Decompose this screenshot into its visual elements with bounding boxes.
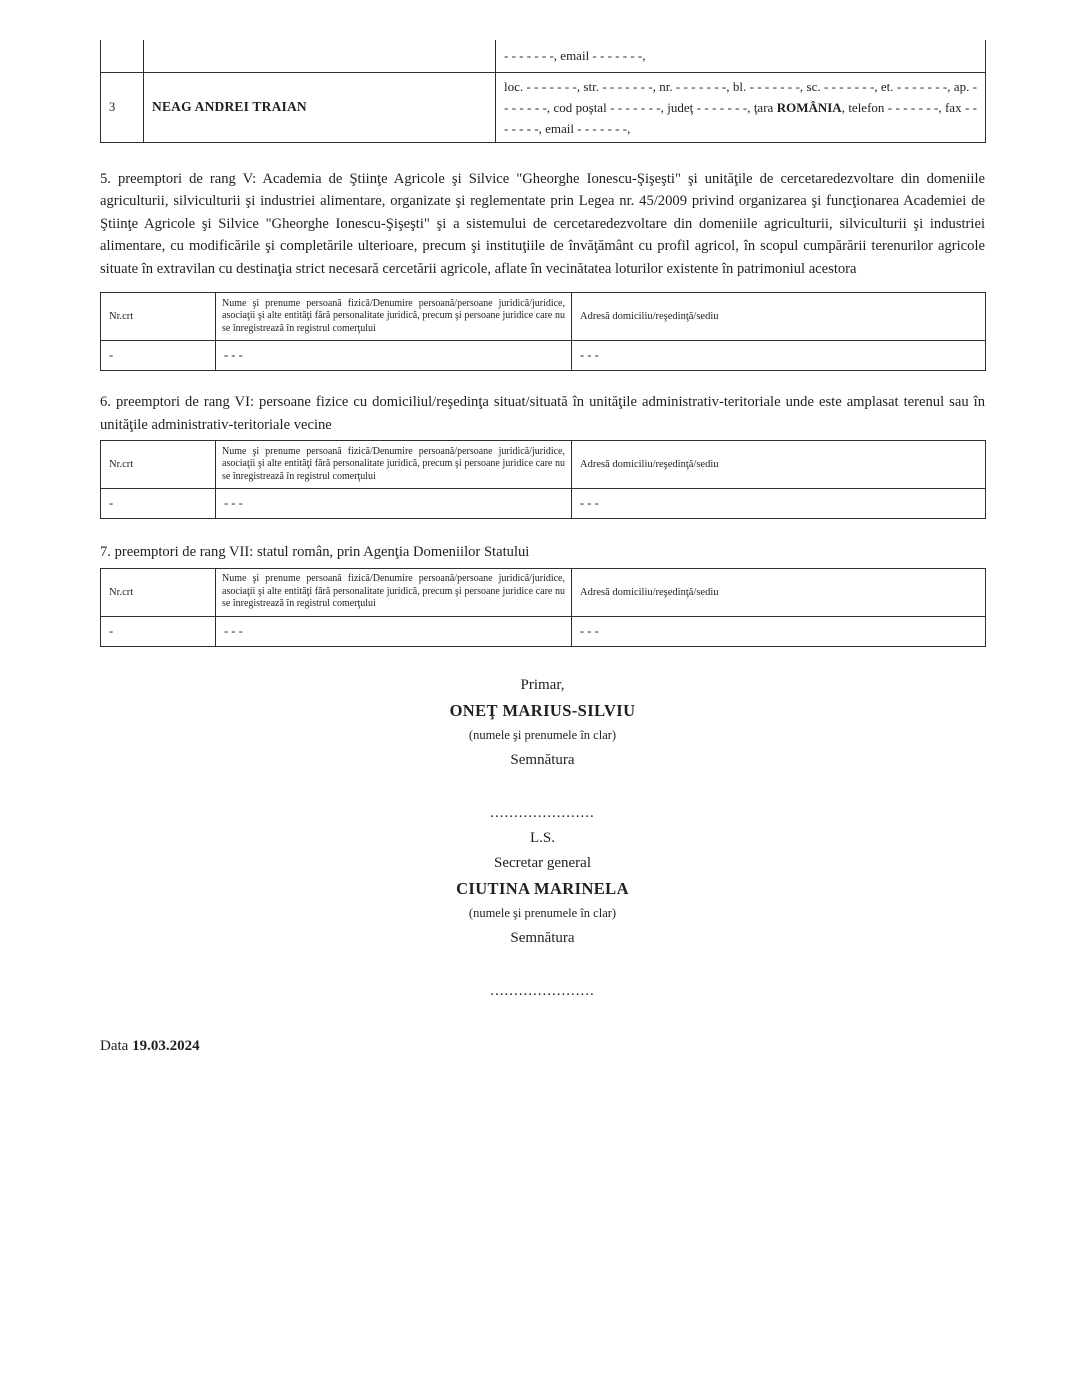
name-cell: - - - — [216, 489, 572, 519]
header-nr: Nr.crt — [101, 568, 216, 616]
table-row — [101, 341, 986, 371]
section-7-paragraph: 7. preemptori de rang VII: statul român, prin Agenţia Domeniilor Statului — [100, 544, 530, 560]
address-cell — [496, 72, 986, 142]
header-address: Adresă domiciliu/reşedinţă/sediu — [572, 293, 986, 341]
table-row — [101, 40, 986, 72]
signature-dotted-line: ...................... — [490, 982, 595, 999]
date-line — [100, 1038, 985, 1055]
header-nr: Nr.crt — [101, 293, 216, 341]
ls-seal-label: L.S. — [529, 829, 555, 846]
name-cell: - - - — [216, 616, 572, 646]
address-text: loc. - - - - - - -, str. - - - - - - -, nr. - - - - - - -, bl. - - - - - - -, sc. - - - - - - -, et. - - - - - - -, ap. - - - - - - -, cod poştal - - - - - - -, judeţ - - - - - - -, ţara — [504, 78, 977, 115]
document-content — [100, 40, 985, 1055]
name-in-clear-note: (numele şi prenumele în clar) — [468, 727, 617, 742]
secretary-name: CIUTINA MARINELA — [456, 878, 629, 898]
signature-dotted-line: ...................... — [490, 804, 595, 821]
address-cell: - - - — [572, 341, 986, 371]
preemptor-rank5-table — [100, 292, 986, 371]
nr-cell: - — [101, 341, 216, 371]
header-name: Nume şi prenume persoană fizică/Denumire persoană/persoane juridică/juridice, asociaţii şi alte entităţi fără personalitate juridică, precum şi persoane juridice care nu se înregistrează în registrul comerţului — [216, 568, 572, 616]
name-cell: NEAG ANDREI TRAIAN — [144, 72, 496, 142]
name-cell — [144, 40, 496, 72]
nr-cell: 3 — [101, 72, 144, 142]
mayor-role: Primar, — [520, 676, 565, 693]
section-6-paragraph: 6. preemptori de rang VI: persoane fizice cu domiciliul/reşedinţa situat/situată în unităţile administrativ-teritoriale unde este amplasat terenul sau în unităţile administrativ-teritoriale vecine — [100, 394, 985, 433]
signature-label: Semnătura — [510, 929, 575, 946]
signature-block — [100, 673, 985, 1004]
date-label: Data — [100, 1037, 129, 1054]
table-row — [101, 489, 986, 519]
name-in-clear-note: (numele şi prenumele în clar) — [468, 905, 617, 920]
address-fragment-cell: - - - - - - -, email - - - - - - -, — [496, 40, 986, 72]
header-nr: Nr.crt — [101, 441, 216, 489]
table-row — [101, 616, 986, 646]
header-name: Nume şi prenume persoană fizică/Denumire persoană/persoane juridică/juridice, asociaţii şi alte entităţi fără personalitate juridică, precum şi persoane juridice care nu se înregistrează în registrul comerţului — [216, 293, 572, 341]
table-header-row — [101, 568, 986, 616]
date-value: 19.03.2024 — [132, 1037, 200, 1054]
section-5-paragraph: 5. preemptori de rang V: Academia de Ştiinţe Agricole şi Silvice "Gheorghe Ionescu-Şişeşti" şi unităţile de cercetaredezvoltare din domeniile agriculturii, silviculturii şi industriei alimentare, organizate şi reglementate prin Legea nr. 45/2009 privind organizarea şi funcţionarea Academiei de Ştiinţe Agricole şi Silvice "Gheorghe Ionescu-Şişeşti" şi a sistemului de cercetaredezvoltare din domeniile agriculturii, silviculturii şi industriei alimentare, cu modificările şi completările ulterioare, precum şi instituţiile de învăţământ cu profil agricol, în scopul cumpărării terenurilor agricole situate în extravilan cu destinaţia strict necesară cercetării agricole, aflate în vecinătatea loturilor existente în patrimoniul acestora — [100, 170, 985, 277]
country-text: ROMÂNIA — [776, 99, 842, 115]
table-header-row — [101, 293, 986, 341]
mayor-name: ONEŢ MARIUS-SILVIU — [449, 700, 636, 720]
address-cell: - - - — [572, 489, 986, 519]
nr-cell: - — [101, 616, 216, 646]
nr-cell — [101, 40, 144, 72]
nr-cell: - — [101, 489, 216, 519]
secretary-role: Secretar general — [493, 854, 592, 871]
table-header-row — [101, 441, 986, 489]
header-address: Adresă domiciliu/reşedinţă/sediu — [572, 568, 986, 616]
preemptor-rank4-table-fragment — [100, 40, 986, 143]
preemptor-rank6-table — [100, 440, 986, 519]
address-text: , telefon - - - - - - -, fax - - - - - - -, email - - - - - - -, — [504, 99, 977, 136]
address-cell: - - - — [572, 616, 986, 646]
signature-label: Semnătura — [510, 751, 575, 768]
header-address: Adresă domiciliu/reşedinţă/sediu — [572, 441, 986, 489]
name-cell: - - - — [216, 341, 572, 371]
table-row — [101, 72, 986, 142]
preemptor-rank7-table — [100, 568, 986, 647]
header-name: Nume şi prenume persoană fizică/Denumire persoană/persoane juridică/juridice, asociaţii şi alte entităţi fără personalitate juridică, precum şi persoane juridice care nu se înregistrează în registrul comerţului — [216, 441, 572, 489]
